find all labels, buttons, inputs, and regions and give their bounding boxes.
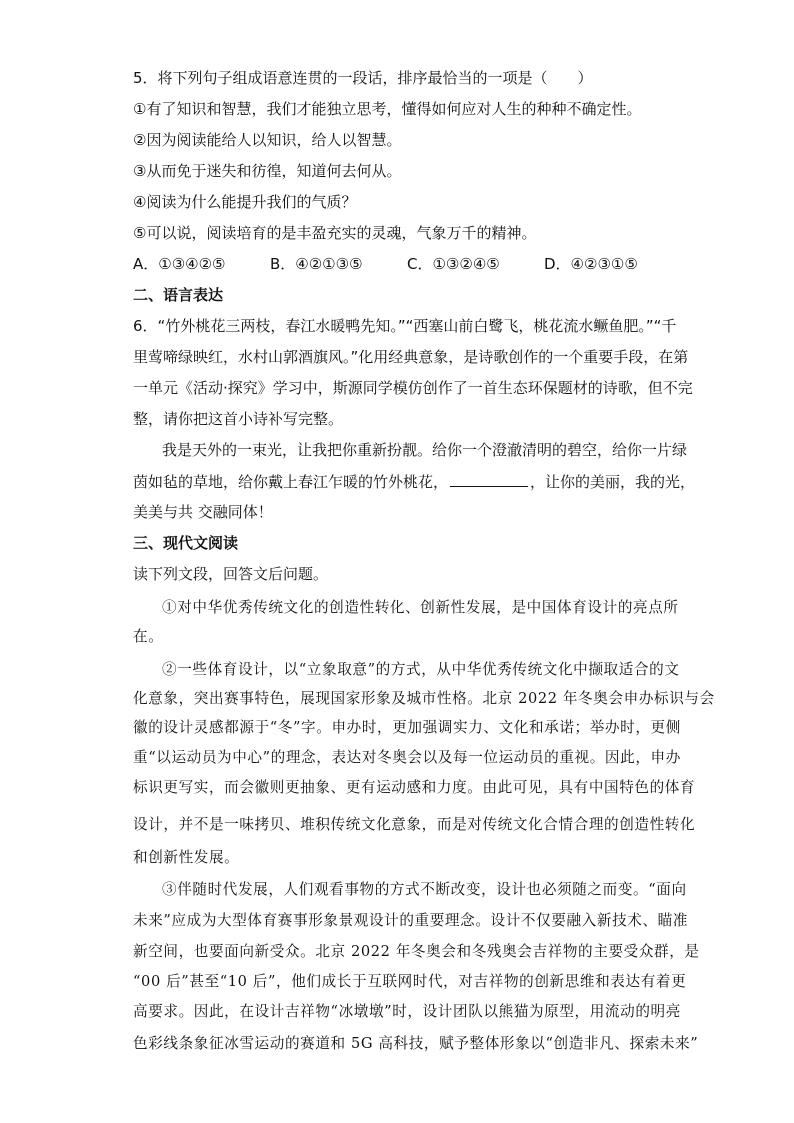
q5-item-1: ①有了知识和智慧，我们才能独立思考，懂得如何应对人生的种种不确定性。	[133, 100, 642, 118]
p2-line-6: 设计，并不是一味拷贝、堆积传统文化意象，而是对传统文化合情合理的创造性转化	[133, 816, 696, 833]
section2-heading: 二、语言表达	[133, 286, 224, 304]
q5-item-4: ④阅读为什么能提升我们的气质？	[133, 193, 357, 211]
poem-line-1: 我是天外的一束光，让我把你重新扮靓。给你一个澄澈清明的碧空，给你一片绿	[162, 441, 688, 459]
p1-line-2: 在。	[133, 628, 164, 645]
p2-line-4: 重“以运动员为中心”的理念，表达对冬奥会以及每一位运动员的重视。因此，申办	[133, 749, 681, 766]
q5-item-2: ②因为阅读能给人以知识，给人以智慧。	[133, 131, 402, 149]
poem-line-2-before: 茵如毡的草地，给你戴上春江乍暖的竹外桃花，	[133, 473, 449, 491]
section3-heading: 三、现代文阅读	[133, 534, 239, 552]
q5-item-5: ⑤可以说，阅读培育的是丰盈充实的灵魂，气象万千的精神。	[133, 224, 537, 242]
p3-line-6: 色彩线条象征冰雪运动的赛道和 5G 高科技，赋予整体形象以“创造非凡、探索未来”	[133, 1035, 699, 1052]
p3-line-4: “00 后”甚至“10 后”，他们成长于互联网时代，对吉祥物的创新思维和表达有着更	[133, 973, 687, 990]
poem-line-3: 美美与共 交融同体！	[133, 503, 273, 521]
p3-line-2: 未来”应成为大型体育赛事形象景观设计的重要理念。设计不仅要融入新技术、瞄准	[133, 912, 689, 929]
q6-line-3: 一单元《活动·探究》学习中，斯源同学模仿创作了一首生态环保题材的诗歌，但不完	[133, 379, 693, 397]
q5-option-a: A．①③④②⑤	[133, 255, 226, 273]
poem-line-2	[133, 471, 695, 492]
q5-options	[133, 254, 681, 274]
q6-line-2: 里莺啼绿映红，水村山郭酒旗风。”化用经典意象，是诗歌创作的一个重要手段，在第	[133, 348, 689, 366]
q5-option-c: C．①③②④⑤	[407, 255, 500, 273]
q5-option-d: D．④②③①⑤	[544, 255, 638, 273]
p3-line-3: 新空间，也要面向新受众。北京 2022 年冬奥会和冬残奥会吉祥物的主要受众群，是	[133, 943, 700, 960]
q5-item-3: ③从而免于迷失和彷徨，知道何去何从。	[133, 162, 402, 180]
q5-stem: 5．将下列句子组成语意连贯的一段话，排序最恰当的一项是（ ）	[133, 69, 593, 87]
q5-option-b: B．④②①③⑤	[270, 255, 363, 273]
answer-blank[interactable]	[450, 471, 528, 487]
p3-line-1: ③伴随时代发展，人们观看事物的方式不断改变，设计也必须随之而变。“面向	[162, 881, 687, 898]
p1-line-1: ①对中华优秀传统文化的创造性转化、创新性发展，是中国体育设计的亮点所	[162, 599, 679, 616]
p3-line-5: 高要求。因此，在设计吉祥物“冰墩墩”时，设计团队以熊猫为原型，用流动的明亮	[133, 1003, 681, 1020]
section3-instruction: 读下列文段，回答文后问题。	[133, 565, 329, 583]
p2-line-5: 标识更写实，而会徽则更抽象、更有运动感和力度。由此可见，具有中国特色的体育	[133, 779, 696, 796]
p2-line-2: 化意象，突出赛事特色，展现国家形象及城市性格。北京 2022 年冬奥会申办标识与会	[133, 690, 715, 707]
p2-line-7: 和创新性发展。	[133, 849, 240, 866]
q6-line-4: 整，请你把这首小诗补写完整。	[133, 410, 344, 428]
p2-line-3: 徽的设计灵感都源于“冬”字。申办时，更加强调实力、文化和承诺；举办时，更侧	[133, 719, 681, 736]
q6-line-1: 6．“竹外桃花三两枝，春江水暖鸭先知。”“西塞山前白鹭飞，桃花流水鳜鱼肥。”“千	[133, 317, 677, 335]
poem-line-2-after: ，让你的美丽，我的光，	[530, 473, 696, 491]
p2-line-1: ②一些体育设计，以“立象取意”的方式，从中华优秀传统文化中撷取适合的文	[162, 661, 680, 678]
